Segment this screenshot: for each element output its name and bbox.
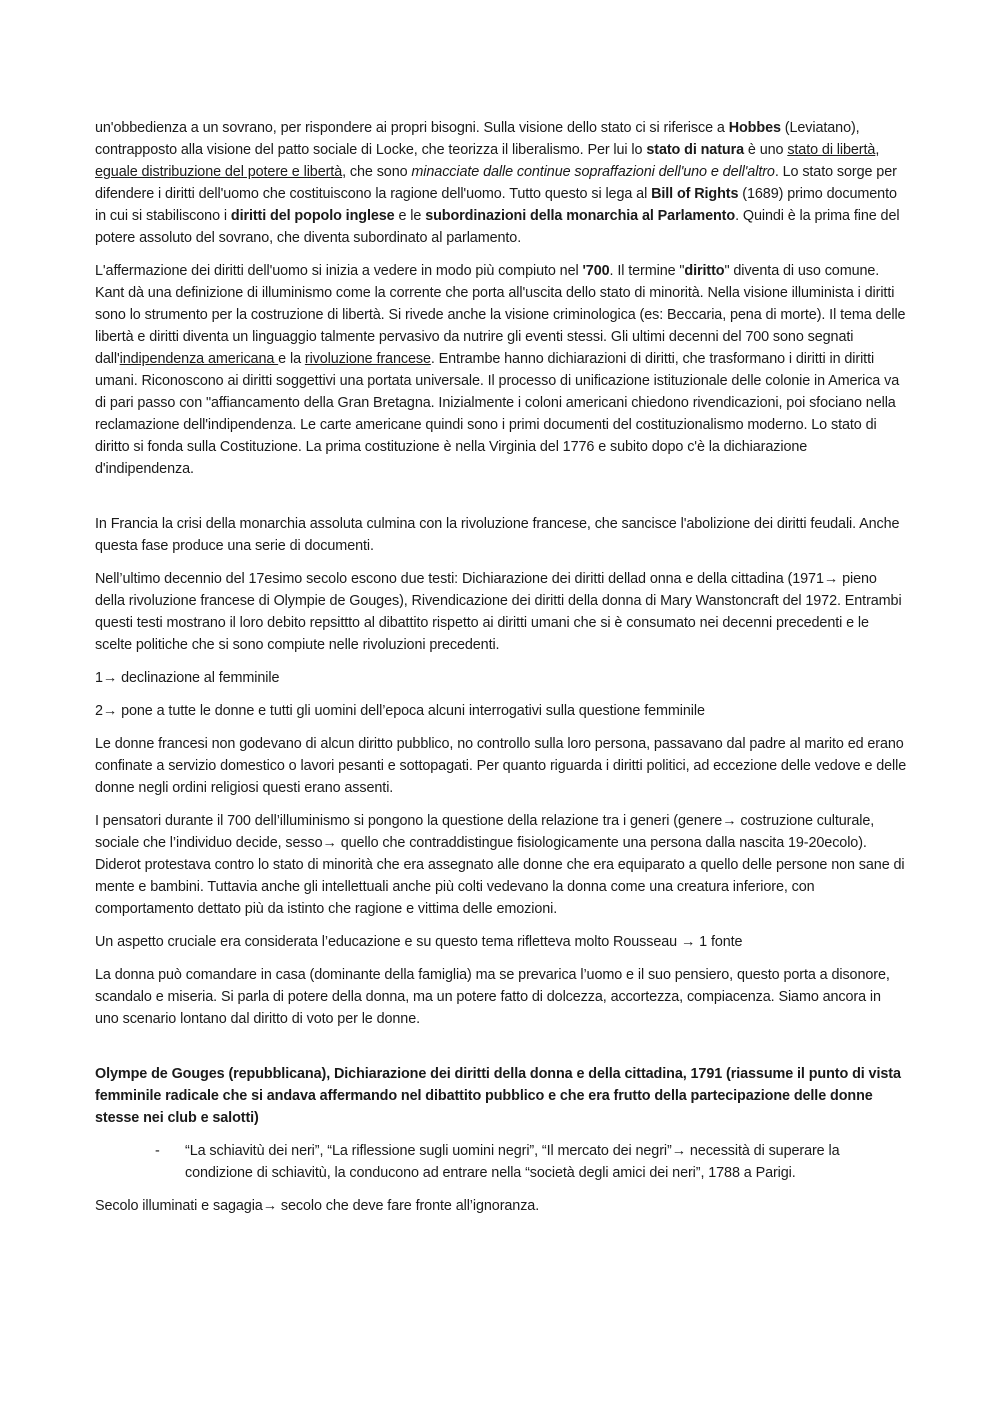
document-page	[95, 117, 907, 1228]
blank-line	[95, 1041, 907, 1063]
heading-olympe-de-gouges: Olympe de Gouges (repubblicana), Dichiarazione dei diritti della donna e della cittadina, 1791 (riassume il punto di vista femminile radicale che si andava affermando nel dibattito pubblico e che era frutto della partecipazione delle donne stesse nei club e salotti)	[95, 1066, 901, 1126]
arrow-icon: →	[722, 813, 737, 829]
paragraph-settecento: L'affermazione dei diritti dell'uomo si inizia a vedere in modo più compiuto nel '700. Il termine "diritto" diventa di uso comune. Kant dà una definizione di illuminismo come la corrente che porta all'uscita dello stato di minorità. Nella visione illuminista i diritti sono lo strumento per la costruzione di libertà. Si rivede anche la visione criminologica (es: Beccaria, pena di morte). Il tema delle libertà e diritti diventa un linguaggio talmente pervasivo da nutrire gli eventi stessi. Gli ultimi decenni del 700 sono segnati dall'indipendenza americana e la rivoluzione francese. Entrambe hanno dichiarazioni di diritti, che trasformano i diritti in diritti umani. Riconoscono ai diritti soggettivi una portata universale. Il processo di unificazione istituzionale delle colonie in America va di pari passo con "affiancamento della Gran Bretagna. Inizialmente i coloni americani chiedono rivendicazioni, poi sfociano nella reclamazione dell'indipendenza. Le carte americane quindi sono i primi documenti del costituzionalismo moderno. Lo stato di diritto si fonda sulla Costituzione. La prima costituzione è nella Virginia del 1776 e subito dopo c'è la dichiarazione d'indipendenza.	[95, 263, 906, 477]
arrow-icon: →	[322, 835, 337, 851]
paragraph-decennio: Nell’ultimo decennio del 17esimo secolo escono due testi: Dichiarazione dei diritti dellad onna e della cittadina (1971→ pieno della rivoluzione francese di Olympie de Gouges), Rivendicazione dei diritti della donna di Mary Wanstoncraft del 1972. Entrambi questi testi mostrano il loro debito repsittto al dibattito rispetto ai diritti umani che si è consumato nei decenni precedenti e le scelte politiche che si sono compiute nelle rivoluzioni precedenti.	[95, 571, 902, 653]
numbered-point-2: 2→ pone a tutte le donne e tutti gli uomini dell’epoca alcuni interrogativi sulla questione femminile	[95, 703, 705, 719]
paragraph-francia: In Francia la crisi della monarchia assoluta culmina con la rivoluzione francese, che sancisce l'abolizione dei diritti feudali. Anche questa fase produce una serie di documenti.	[95, 516, 900, 554]
paragraph-donne-francesi: Le donne francesi non godevano di alcun diritto pubblico, no controllo sulla loro persona, passavano dal padre al marito ed erano confinate a servizio domestico o lavori pesanti e sottopagati. Per quanto riguarda i diritti politici, ad eccezione delle vedove e delle donne negli ordini religiosi questi erano assenti.	[95, 736, 907, 796]
arrow-icon: →	[823, 571, 839, 587]
dash-bullet-icon: -	[155, 1143, 160, 1159]
arrow-icon: →	[102, 703, 118, 719]
numbered-point-1: 1→ declinazione al femminile	[95, 670, 280, 686]
arrow-icon: →	[680, 934, 696, 950]
blank-line	[95, 491, 907, 513]
paragraph-hobbes: un'obbedienza a un sovrano, per rispondere ai propri bisogni. Sulla visione dello stato ci si riferisce a Hobbes (Leviatano), contrapposto alla visione del patto sociale di Locke, che teorizza il liberalismo. Per lui lo stato di natura è uno stato di libertà, eguale distribuzione del potere e libertà, che sono minacciate dalle continue sopraffazioni dell'uno e dell'altro. Lo stato sorge per difendere i diritti dell'uomo che costituiscono la ragione dell'uomo. Tutto questo si lega al Bill of Rights (1689) primo documento in cui si stabiliscono i diritti del popolo inglese e le subordinazioni della monarchia al Parlamento. Quindi è la prima fine del potere assoluto del sovrano, che diventa subordinato al parlamento.	[95, 120, 900, 246]
paragraph-potere-donna: La donna può comandare in casa (dominante della famiglia) ma se prevarica l’uomo e il suo pensiero, questo porta a disonore, scandalo e miseria. Si parla di potere della donna, ma un potere fatto di dolcezza, accortezza, compiacenza. Siamo ancora in uno scenario lontano dal diritto di voto per le donne.	[95, 967, 890, 1027]
arrow-icon: →	[262, 1198, 277, 1214]
paragraph-secolo: Secolo illuminati e sagagia→ secolo che deve fare fronte all’ignoranza.	[95, 1198, 540, 1214]
paragraph-educazione: Un aspetto cruciale era considerata l’educazione e su questo tema rifletteva molto Rousseau → 1 fonte	[95, 934, 743, 950]
paragraph-pensatori: I pensatori durante il 700 dell’illuminismo si pongono la questione della relazione tra i generi (genere→ costruzione culturale, sociale che l’individuo decide, sesso→ quello che contraddistingue fisiologicamente una persona dalla nascita 19-20ecolo). Diderot protestava contro lo stato di minorità che era assegnato alle donne che era equiparato a quello delle persone non sane di mente e bambini. Tuttavia anche gli intellettuali anche più colti vedevano la donna come una creatura inferiore, con comportamento dettato più da istinto che ragione e vittima delle emozioni.	[95, 813, 905, 917]
arrow-icon: →	[671, 1143, 686, 1159]
bullet-item: - “La schiavitù dei neri”, “La riflessione sugli uomini negri”, “Il mercato dei negri”→ necessità di superare la condizione di schiavitù, la conducono ad entrare nella “società degli amici dei neri”, 1788 a Parigi.	[95, 1140, 907, 1184]
arrow-icon: →	[102, 670, 118, 686]
